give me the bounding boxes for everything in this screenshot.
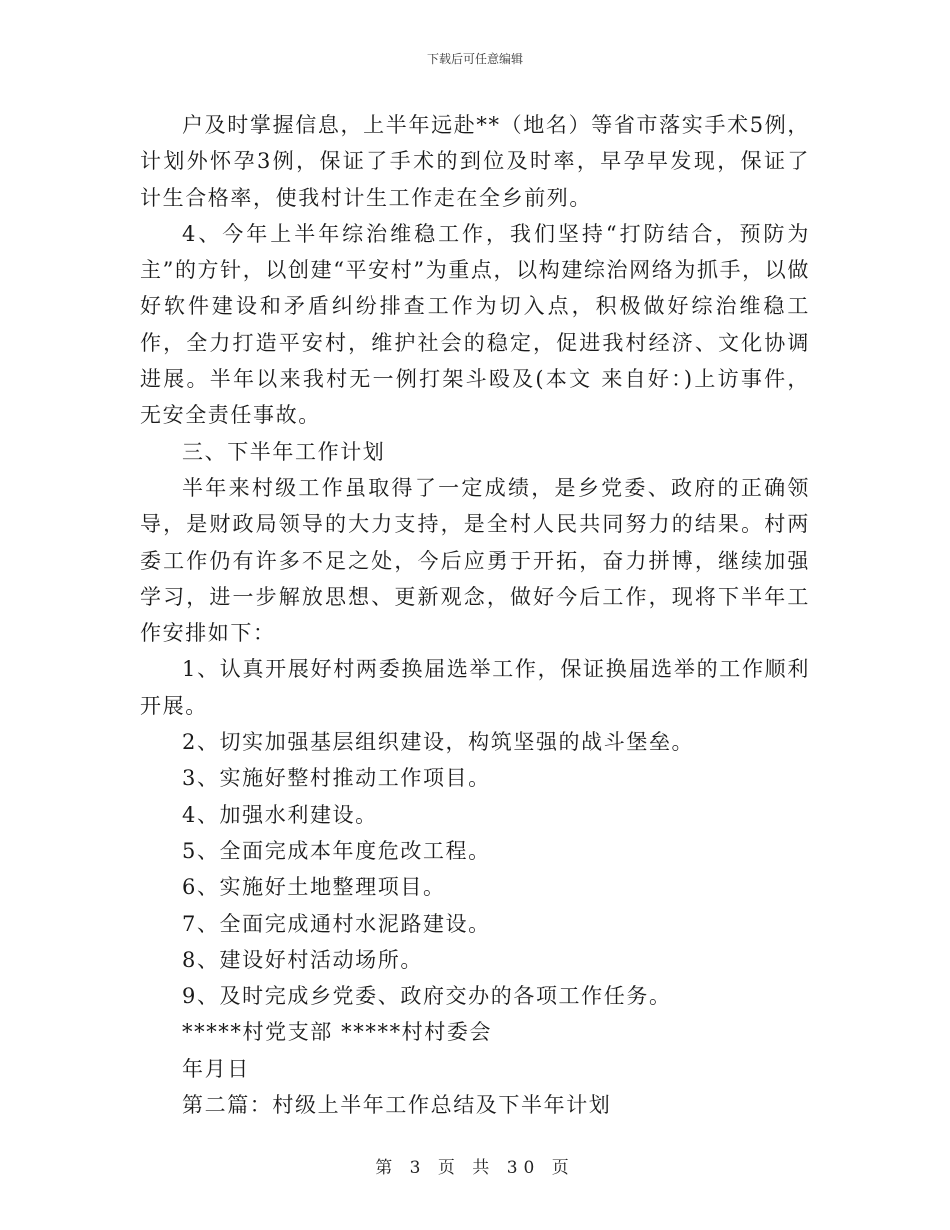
plan-item-5: 5、全面完成本年度危改工程。: [182, 838, 491, 863]
next-article-title: 第二篇：村级上半年工作总结及下半年计划: [182, 1093, 612, 1118]
date-line: 年月日: [182, 1056, 250, 1081]
plan-item-2: 2、切实加强基层组织建设，构筑坚强的战斗堡垒。: [182, 730, 695, 755]
plan-item-4: 4、加强水利建设。: [182, 802, 378, 827]
plan-item-9: 9、及时完成乡党委、政府交办的各项工作任务。: [182, 984, 672, 1009]
plan-item-3: 3、实施好整村推动工作项目。: [182, 766, 491, 791]
page-footer: 第 3 页 共 30 页: [375, 1158, 575, 1178]
paragraph-plan-intro: 半年来村级工作虽取得了一定成绩，是乡党委、政府的正确领导，是财政局领导的大力支持，是全村人民共同努力的结果。村两委工作仍有许多不足之处，今后应勇于开拓，奋力拼博，继续加强学习，进一步解放思想、更新观念，做好今后工作，现将下半年工作安排如下：: [140, 475, 810, 646]
paragraph-stability-work: 4、今年上半年综治维稳工作，我们坚持“打防结合，预防为主”的方针，以创建“平安村”为重点，以构建综治网络为抓手，以做好软件建设和矛盾纠纷排查工作为切入点，积极做好综治维稳工作，全力打造平安村，维护社会的稳定，促进我村经济、文化协调进展。半年以来我村无一例打架斗殴及(本文 来自好：)上访事件，无安全责任事故。: [140, 221, 810, 428]
section-heading-plan: 三、下半年工作计划: [182, 439, 386, 464]
document-body: [140, 107, 810, 1123]
plan-item-6: 6、实施好土地整理项目。: [182, 875, 446, 900]
plan-item-1: 1、认真开展好村两委换届选举工作，保证换届选举的工作顺利开展。: [140, 657, 810, 718]
page-header: 下载后可任意编辑: [426, 52, 523, 66]
plan-item-7: 7、全面完成通村水泥路建设。: [182, 911, 491, 936]
plan-item-8: 8、建设好村活动场所。: [182, 947, 423, 972]
signature-line: *****村党支部 *****村村委会: [182, 1020, 493, 1045]
paragraph-family-planning: 户及时掌握信息，上半年远赴**（地名）等省市落实手术5例，计划外怀孕3例，保证了手术的到位及时率，早孕早发现，保证了计生合格率，使我村计生工作走在全乡前列。: [140, 113, 810, 210]
